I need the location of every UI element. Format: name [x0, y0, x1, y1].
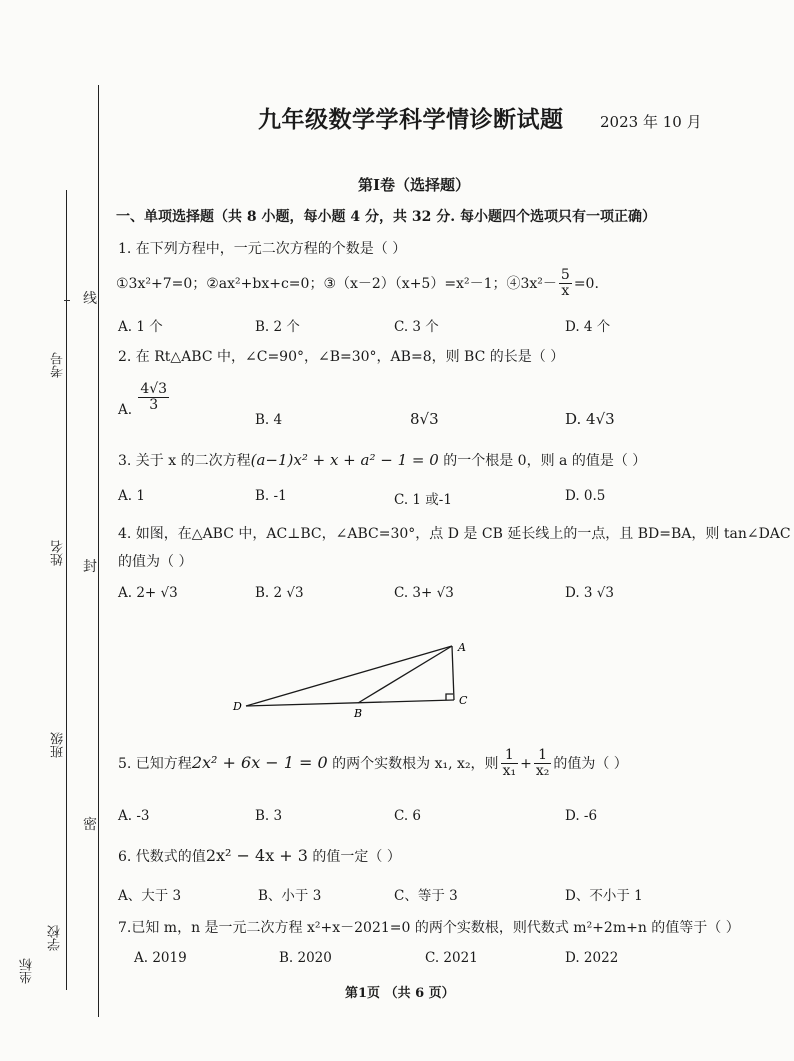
label-a: A	[458, 641, 466, 654]
segment-da	[246, 646, 452, 706]
field-label-exam-number: 考号	[51, 352, 66, 378]
exam-title: 九年级数学学科学情诊断试题	[258, 106, 564, 133]
question-6-option-d: D、不小于 1	[565, 888, 643, 904]
triangle-figure	[230, 636, 480, 720]
question-6-option-c: C、等于 3	[394, 888, 458, 904]
question-1-option-c: C. 3 个	[394, 319, 439, 335]
field-label-school: 学校	[48, 925, 63, 951]
question-5-option-a: A. -3	[118, 808, 150, 824]
question-4-option-d: D. 3 √3	[565, 585, 614, 601]
part-title: 一、单项选择题（共 8 小题，每小题 4 分，共 32 分. 每小题四个选项只有一项正确）	[116, 209, 656, 225]
question-1-formula: ①3x²+7=0；②ax²+bx+c=0；③（x－2）（x+5）=x²－1；④3x²－ $\frac{5}{x}$ =0.	[116, 267, 599, 300]
question-4-option-c: C. 3+ √3	[394, 585, 454, 601]
binding-line-outer	[98, 85, 99, 1017]
question-7-option-d: D. 2022	[565, 950, 619, 966]
question-2-option-b: B. 4	[255, 412, 283, 428]
question-1-option-a: A. 1 个	[118, 319, 163, 335]
right-angle-mark	[446, 694, 453, 700]
exam-date: 2023 年 10 月	[600, 113, 702, 131]
question-1-option-b: B. 2 个	[255, 319, 300, 335]
question-4-stem-line2: 的值为（ ）	[118, 554, 193, 570]
question-5-option-d: D. -6	[565, 808, 598, 824]
question-7-option-a: A. 2019	[134, 950, 187, 966]
question-5-stem: 5. 已知方程2x² + 6x − 1 = 0 的两个实数根为 x₁, x₂，则 $\frac{1}{\text{x₁}}$ + $\frac{1}{\text{x₂}}$ 的值为（ ）	[118, 747, 628, 780]
question-3-stem: 3. 关于 x 的二次方程(a−1)x² + x + a² − 1 = 0 的一个根是 0，则 a 的值是（ ）	[118, 451, 647, 469]
seal-char-seal: 封	[83, 559, 97, 575]
question-6-stem: 6. 代数式的值2x² − 4x + 3 的值一定（ ）	[118, 846, 401, 865]
question-4-option-b: B. 2 √3	[255, 585, 304, 601]
label-d: D	[233, 700, 242, 713]
binding-line-inner	[66, 190, 67, 990]
field-label-name: 姓名	[51, 540, 66, 566]
question-7-stem: 7.已知 m，n 是一元二次方程 x²+x－2021=0 的两个实数根，则代数式 m²+2m+n 的值等于（ ）	[118, 920, 740, 936]
page-footer: 第1页 （共 6 页）	[345, 986, 455, 1001]
question-3-option-d: D. 0.5	[565, 488, 606, 504]
question-1-option-d: D. 4 个	[565, 319, 611, 335]
segment-ba	[358, 646, 452, 703]
question-4-option-a: A. 2+ √3	[118, 585, 178, 601]
question-3-option-c: C. 1 或-1	[394, 492, 452, 508]
question-2-option-d: D. 4√3	[565, 410, 615, 428]
field-label-class: 班级	[51, 732, 66, 758]
field-label-seat: 坐标	[20, 958, 35, 984]
seal-char-secret: 密	[83, 817, 97, 833]
question-7-option-b: B. 2020	[279, 950, 332, 966]
question-4-stem: 4. 如图，在△ABC 中，AC⊥BC，∠ABC=30°，点 D 是 CB 延长线上的一点，且 BD=BA，则 tan∠DAC	[118, 526, 791, 542]
question-1-stem: 1. 在下列方程中，一元二次方程的个数是（ ）	[118, 241, 407, 257]
question-5-option-c: C. 6	[394, 808, 422, 824]
label-b: B	[354, 707, 363, 720]
question-6-option-a: A、大于 3	[118, 888, 182, 904]
section-title: 第Ⅰ卷（选择题）	[358, 176, 471, 194]
question-7-option-c: C. 2021	[425, 950, 478, 966]
question-5-option-b: B. 3	[255, 808, 283, 824]
field-line-kaohao	[64, 300, 70, 301]
label-c: C	[459, 694, 468, 707]
question-2-option-c: 8√3	[410, 410, 439, 428]
question-2-stem: 2. 在 Rt△ABC 中，∠C=90°，∠B=30°，AB=8，则 BC 的长是（ ）	[118, 349, 565, 365]
question-2-option-a: A. $\frac{4√3}{3}$	[118, 381, 168, 418]
segment-dc	[246, 700, 454, 706]
question-6-option-b: B、小于 3	[258, 888, 322, 904]
segment-ac	[452, 646, 454, 700]
seal-char-line: 线	[83, 291, 97, 307]
question-3-option-b: B. -1	[255, 488, 287, 504]
question-3-option-a: A. 1	[118, 488, 145, 504]
